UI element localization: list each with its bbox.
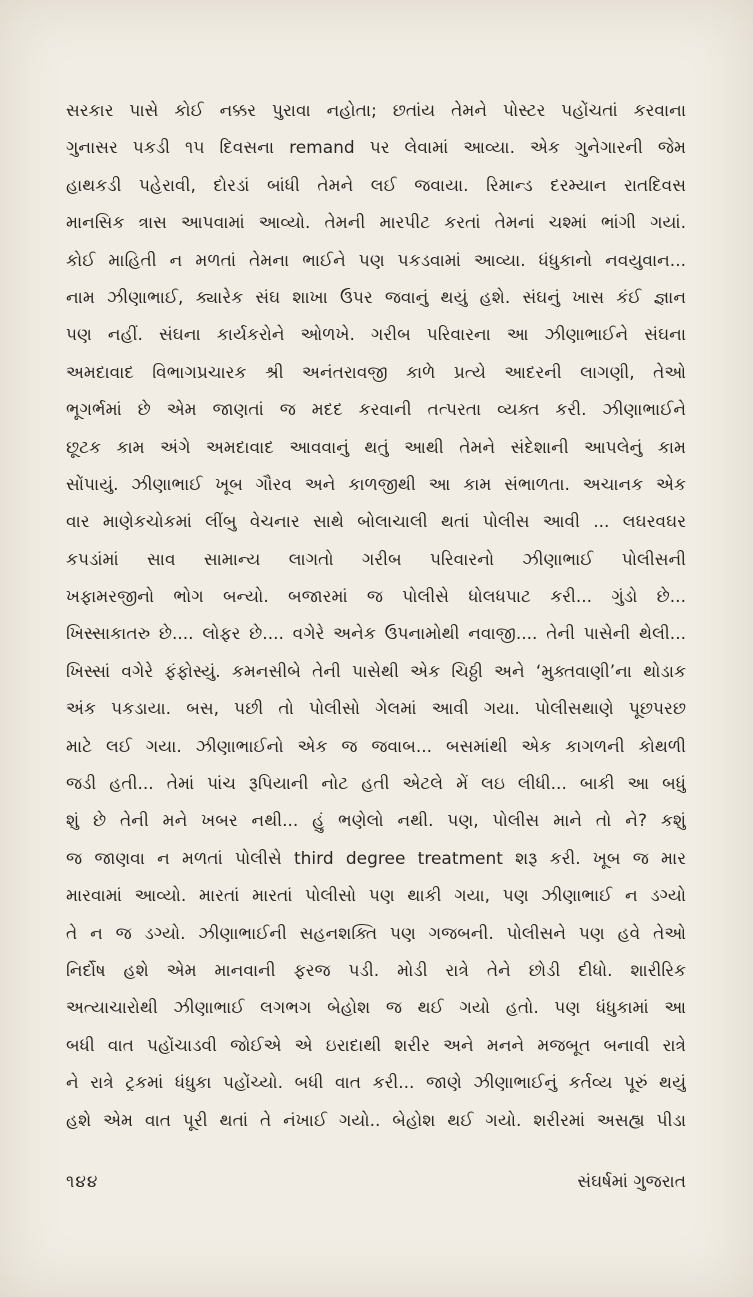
text-line: કોઈ માહિતી ન મળતાં તેમના ભાઈને પણ પકડવામાં આવ્યા. ધંધુકાનો નવયુવાન... <box>66 250 686 271</box>
text-line: જડી હતી... તેમાં પાંચ રૂપિયાની નોટ હતી એટલે મેં લઇ લીધી... બાકી આ બધું <box>66 774 686 795</box>
text-line: તે ન જ ડગ્યો. ઝીણાભાઈની સહનશક્તિ પણ ગજબની. પોલીસને પણ હવે તેઓ <box>66 923 686 944</box>
text-line: માટે લઈ ગયા. ઝીણાભાઈનો એક જ જવાબ... બસમાંથી એક કાગળની કોથળી <box>66 736 686 757</box>
page-footer <box>66 1172 686 1202</box>
text-line: માનસિક ત્રાસ આપવામાં આવ્યો. તેમની મારપીટ કરતાં તેમનાં ચશ્માં ભાંગી ગયાં. <box>66 213 686 234</box>
text-line: અમદાવાદ વિભાગપ્રચારક શ્રી અનંતરાવજી કાળે પ્રત્યે આદરની લાગણી, તેઓ <box>66 362 686 383</box>
page-number: ૧૪૪ <box>66 1172 99 1192</box>
text-line: હાથકડી પહેરાવી, દોરડાં બાંધી તેમને લઈ જવાયા. રિમાન્ડ દરમ્યાન રાતદિવસ <box>66 175 686 196</box>
text-line: ને રાત્રે ટ્રકમાં ધંધુકા પહોંચ્યો. બધી વાત કરી... જાણે ઝીણાભાઈનું કર્તવ્ય પૂરું થયું <box>66 1073 686 1094</box>
text-line: સરકાર પાસે કોઈ નક્કર પુરાવા નહોતા; છતાંય તેમને પોસ્ટર પહોંચતાં કરવાના <box>66 101 686 121</box>
text-line: ખફામરજીનો ભોગ બન્યો. બજારમાં જ પોલીસે ધોલધપાટ કરી... ગુંડો છે... <box>66 587 686 608</box>
text-line: હશે એમ વાત પૂરી થતાં તે નંખાઈ ગયો.. બેહોશ થઈ ગયો. શરીરમાં અસહ્ય પીડા <box>66 1110 686 1131</box>
body-text <box>66 93 686 1140</box>
text-line: ભૂગર્ભમાં છે એમ જાણતાં જ મદદ કરવાની તત્પરતા વ્યક્ત કરી. ઝીણાભાઈને <box>66 400 686 421</box>
text-line: વાર માણેકચોકમાં લીંબુ વેચનાર સાથે બોલાચાલી થતાં પોલીસ આવી ... લઘરવઘર <box>66 512 686 533</box>
text-line: સોંપાયું. ઝીણાભાઈ ખૂબ ગૌરવ અને કાળજીથી આ કામ સંભાળતા. અચાનક એક <box>66 474 686 495</box>
running-title: સંઘર્ષમાં ગુજરાત <box>577 1172 686 1192</box>
text-line: બધી વાત પહોંચાડવી જોઈએ એ ઇરાદાથી શરીર અને મનને મજબૂત બનાવી રાત્રે <box>66 1035 686 1056</box>
text-line: શું છે તેની મને ખબર નથી... હું ભણેલો નથી. પણ, પોલીસ માને તો ને? કશું <box>66 811 686 832</box>
text-line: અંક પકડાયા. બસ, પછી તો પોલીસો ગેલમાં આવી ગયા. પોલીસથાણે પૂછપરછ <box>66 699 686 720</box>
text-line: પણ નહીં. સંઘના કાર્યકરોને ઓળખે. ગરીબ પરિવારના આ ઝીણાભાઈને સંઘના <box>66 325 686 346</box>
text-line: ગુનાસર પકડી ૧૫ દિવસના remand પર લેવામાં આવ્યા. એક ગુનેગારની જેમ <box>66 138 686 159</box>
text-line: ખિસ્સાકાતરુ છે.... લોફર છે.... વગેરે અનેક ઉપનામોથી નવાજી.... તેની પાસેની થેલી... <box>66 624 686 645</box>
text-line: ખિસ્સાં વગેરે ફંફોસ્યું. કમનસીબે તેની પાસેથી એક ચિઠ્ઠી અને ‘મુક્તવાણી’ના થોડાક <box>66 661 686 682</box>
text-line: નિર્દોષ હશે એમ માનવાની ફરજ પડી. મોડી રાત્રે તેને છોડી દીધો. શારીરિક <box>66 960 686 981</box>
text-line: જ જાણવા ન મળતાં પોલીસે third degree treatment શરૂ કરી. ખૂબ જ માર <box>66 848 686 869</box>
text-line: નામ ઝીણાભાઈ, ક્યારેક સંઘ શાખા ઉપર જવાનું થયું હશે. સંઘનું ખાસ કંઈ જ્ઞાન <box>66 287 686 308</box>
text-line: અત્યાચારોથી ઝીણાભાઈ લગભગ બેહોશ જ થઈ ગયો હતો. પણ ધંધુકામાં આ <box>66 998 686 1019</box>
text-line: કપડાંમાં સાવ સામાન્ય લાગતો ગરીબ પરિવારનો ઝીણાભાઈ પોલીસની <box>66 549 686 570</box>
text-line: છૂટક કામ અંગે અમદાવાદ આવવાનું થતું આથી તેમને સંદેશાની આપલેનું કામ <box>66 437 686 458</box>
text-line: મારવામાં આવ્યો. મારતાં મારતાં પોલીસો પણ થાકી ગયા, પણ ઝીણાભાઈ ન ડગ્યો <box>66 886 686 907</box>
